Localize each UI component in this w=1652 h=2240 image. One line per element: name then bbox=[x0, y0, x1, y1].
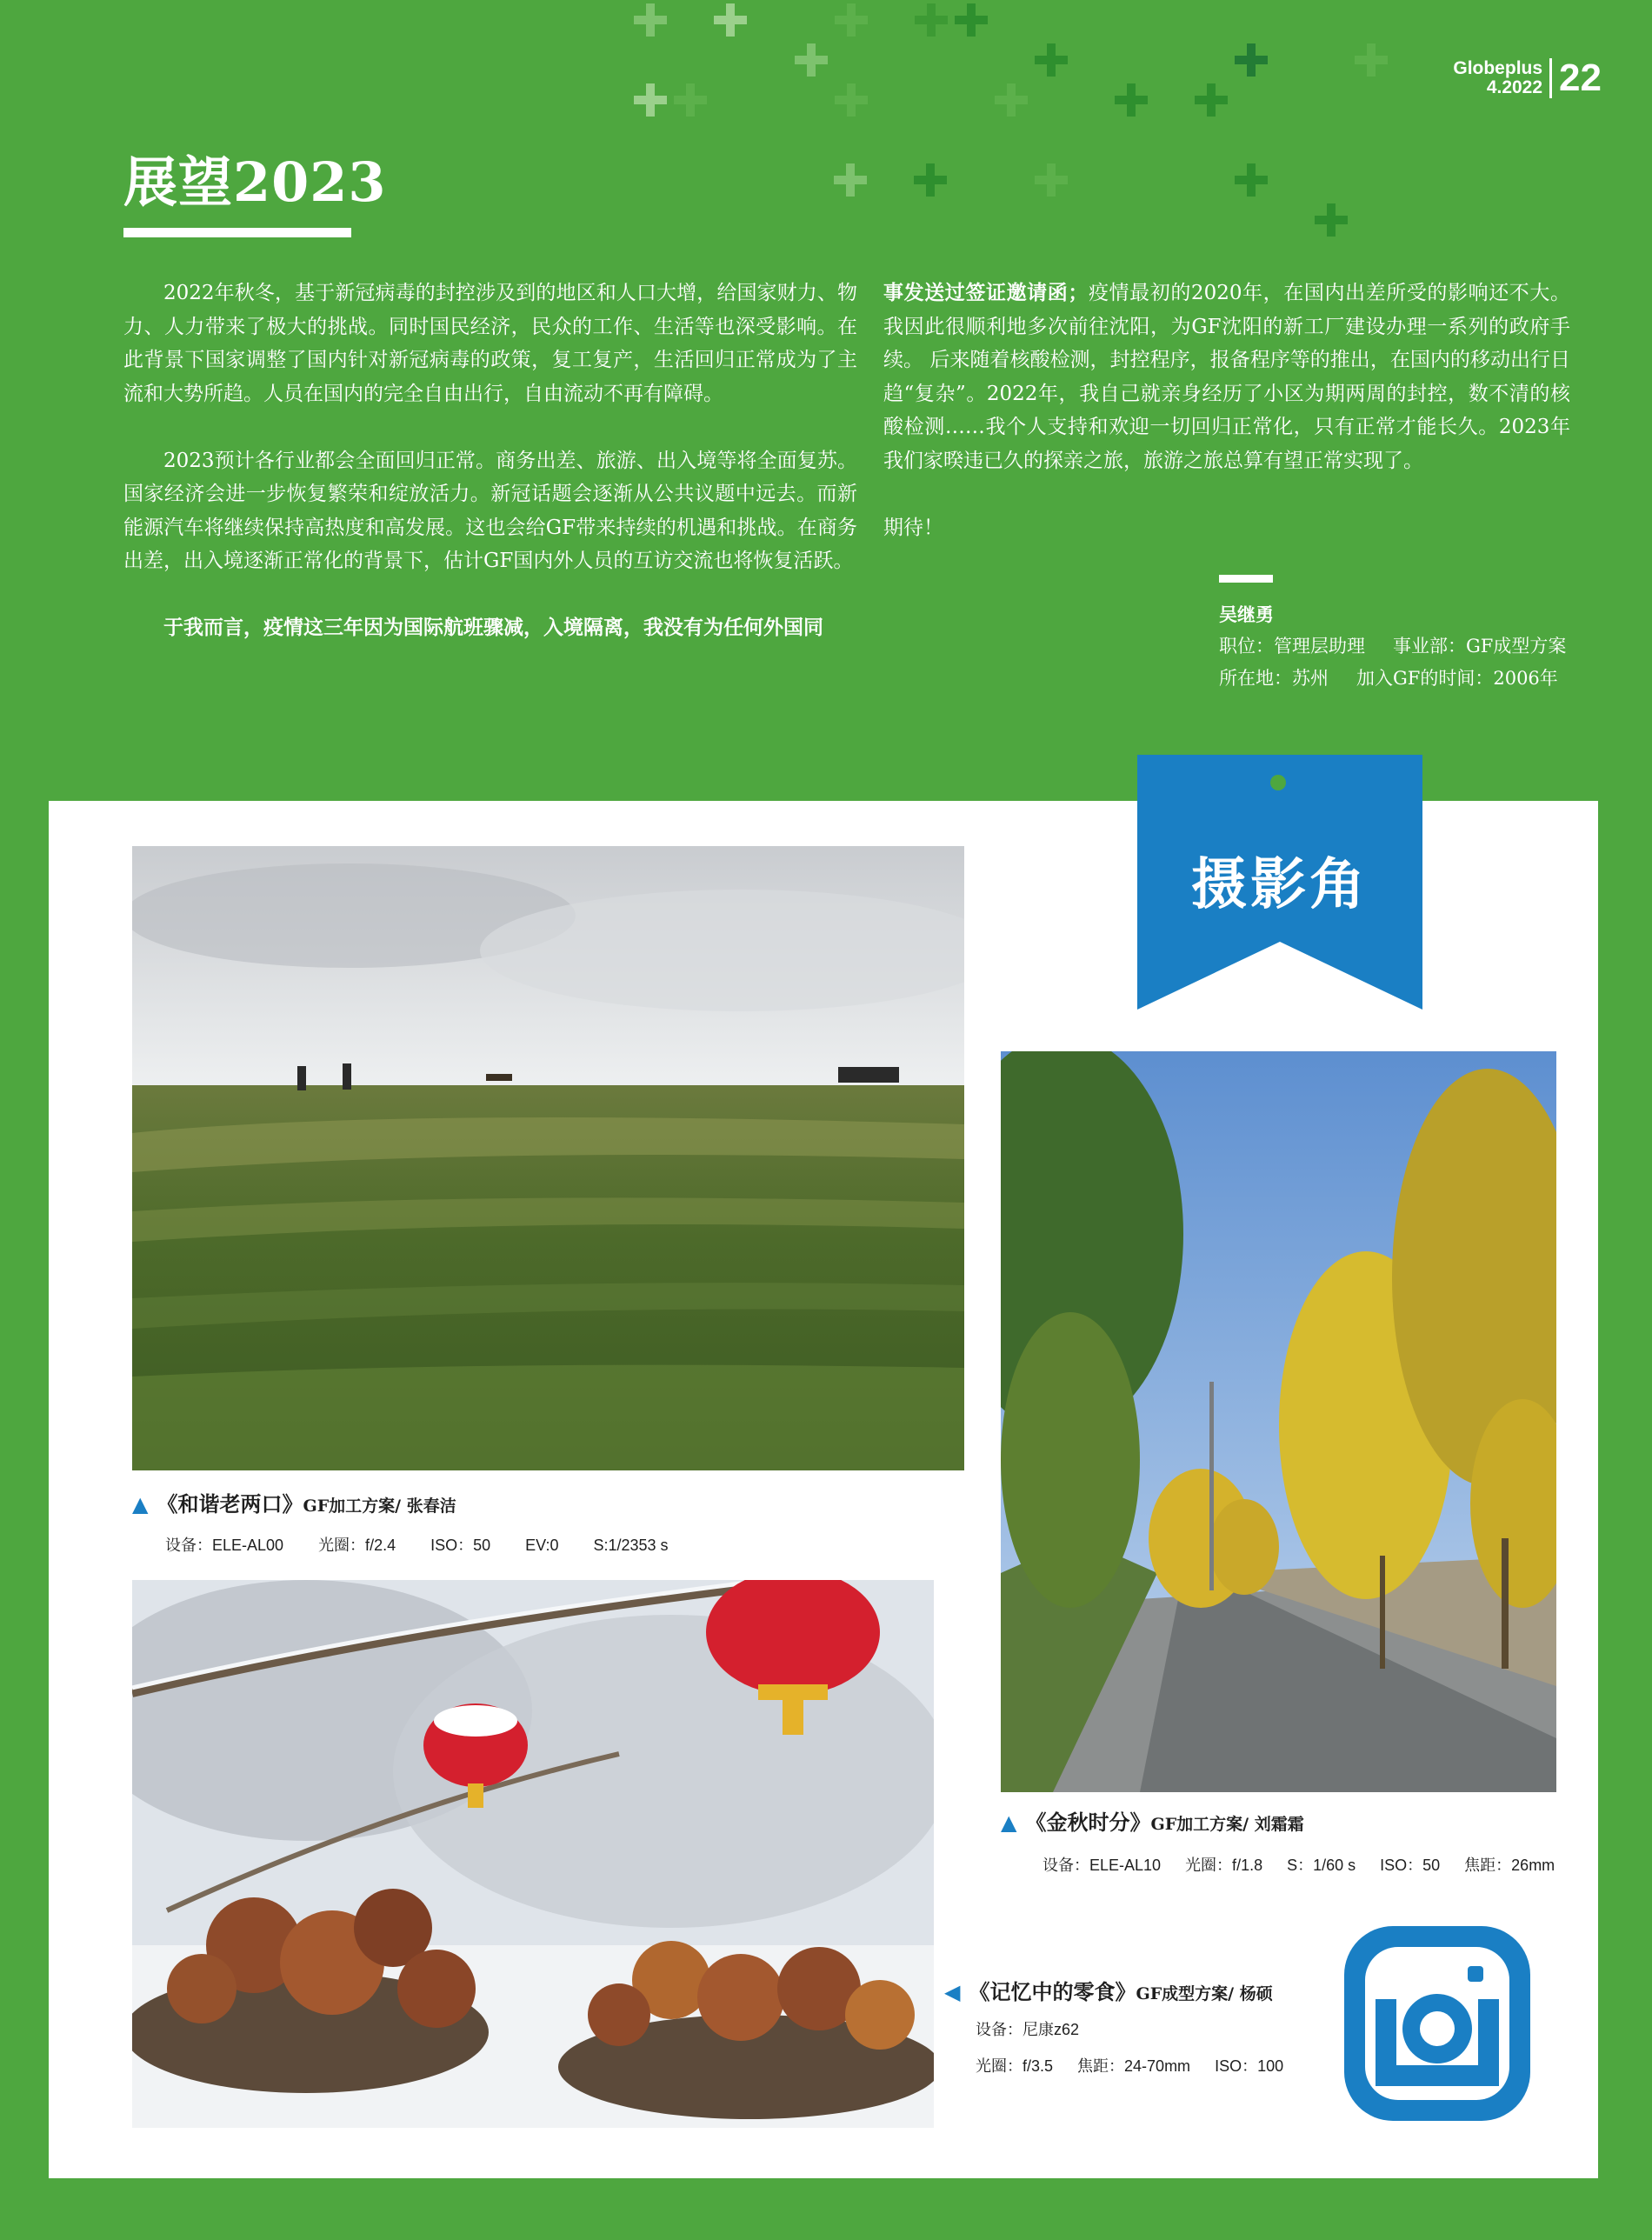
plus-icon bbox=[995, 83, 1028, 117]
paragraph: 2022年秋冬，基于新冠病毒的封控涉及到的地区和人口大增，给国家财力、物力、人力带来了极大的挑战。同时国民经济，民众的工作、生活等也深受影响。在此背景下国家调整了国内针对新冠病毒的政策，复工复产，生活回归正常成为了主流和大势所趋。人员在国内的完全自由出行，自由流动不再有障碍。 bbox=[123, 282, 857, 405]
article-right-column bbox=[883, 277, 1570, 544]
caption-title-line bbox=[944, 1975, 1318, 2005]
caption-title: 《记忆中的零食》 bbox=[969, 1979, 1136, 2004]
caption-meta bbox=[976, 2017, 1318, 2077]
photo-snow-persimmons bbox=[132, 1580, 934, 2128]
photo-caption bbox=[1001, 1805, 1555, 1876]
paragraph: 期待！ bbox=[883, 516, 943, 539]
plus-icon bbox=[914, 163, 947, 197]
caption-credit: GF加工方案/ 张春洁 bbox=[303, 1497, 456, 1516]
plus-icon bbox=[955, 3, 988, 37]
caption-title-line bbox=[1001, 1805, 1555, 1836]
meta-device: 设备：ELE-AL10 bbox=[1042, 1857, 1162, 1874]
photo-field-couple bbox=[132, 846, 964, 1470]
caption-title: 《金秋时分》 bbox=[1025, 1810, 1151, 1835]
triangle-marker-icon: ▲ bbox=[132, 1491, 149, 1517]
plus-icon bbox=[634, 83, 667, 117]
plus-icon bbox=[835, 3, 868, 37]
paragraph-lead: 事发送过签证邀请函； bbox=[883, 281, 1089, 304]
title-underline bbox=[123, 228, 351, 237]
meta-aperture: 光圈：f/3.5 bbox=[976, 2057, 1054, 2075]
article-left-column bbox=[123, 277, 857, 645]
plus-icon bbox=[915, 3, 948, 37]
caption-title-line bbox=[132, 1487, 703, 1517]
author-location: 所在地：苏州 bbox=[1219, 668, 1329, 689]
plus-icon bbox=[714, 3, 747, 37]
plus-icon bbox=[1195, 83, 1228, 117]
caption-credit: GF成型方案/ 杨硕 bbox=[1136, 1984, 1273, 2003]
meta-iso: ISO：100 bbox=[1215, 2057, 1284, 2075]
paragraph bbox=[883, 277, 1570, 477]
meta-focal: 焦距：26mm bbox=[1464, 1857, 1555, 1874]
plus-icon bbox=[1315, 203, 1348, 237]
plus-icon bbox=[1235, 163, 1268, 197]
page-number: 22 bbox=[1559, 57, 1602, 99]
caption-meta bbox=[165, 1533, 703, 1556]
brand-name: Globeplus bbox=[1453, 58, 1543, 78]
masthead-divider bbox=[1549, 58, 1552, 98]
triangle-marker-icon: ▲ bbox=[1001, 1810, 1017, 1835]
author-block bbox=[1219, 598, 1566, 695]
meta-iso: ISO：50 bbox=[430, 1537, 491, 1554]
author-name: 吴继勇 bbox=[1219, 603, 1274, 625]
plus-icon bbox=[795, 43, 828, 77]
paragraph: 2023预计各行业都会全面回归正常。商务出差、旅游、出入境等将全面复苏。国家经济会进一步恢复繁荣和绽放活力。新冠话题会逐渐从公共议题中远去。而新能源汽车将继续保持高热度和高发展。这也会给GF带来持续的机遇和挑战。在商务出差，出入境逐渐正常化的背景下，估计GF国内外人员的互访交流也将恢复活跃。 bbox=[123, 449, 857, 572]
plus-icon bbox=[835, 83, 868, 117]
ribbon-dot bbox=[1270, 775, 1286, 790]
meta-shutter: S：1/60 s bbox=[1287, 1857, 1356, 1874]
plus-icon bbox=[1115, 83, 1148, 117]
paragraph-body: 疫情最初的2020年，在国内出差所受的影响还不大。我因此很顺利地多次前往沈阳，为GF沈阳的新工厂建设办理一系列的政府手续。 后来随着核酸检测，封控程序，报备程序等的推出，在国内的移动出行日趋“复杂”。2022年，我自己就亲身经历了小区为期两周的封控，数不清的核酸检测……我个人支持和欢迎一切回归正常化，只有正常才能长久。2023年我们家暌违已久的探亲之旅，旅游之旅总算有望正常实现了。 bbox=[883, 282, 1570, 472]
meta-aperture: 光圈：f/2.4 bbox=[318, 1537, 396, 1554]
issue-number: 4.2022 bbox=[1486, 77, 1543, 97]
meta-device: 设备：尼康z62 bbox=[976, 2021, 1080, 2038]
plus-icon bbox=[634, 3, 667, 37]
section-label: 摄影角 bbox=[1191, 852, 1369, 917]
caption-meta bbox=[1042, 1853, 1555, 1876]
caption-title: 《和谐老两口》 bbox=[157, 1491, 303, 1517]
plus-icon bbox=[834, 163, 867, 197]
author-line bbox=[1219, 663, 1566, 695]
plus-icon bbox=[674, 83, 707, 117]
triangle-marker-icon: ◀ bbox=[944, 1979, 961, 2004]
meta-device: 设备：ELE-AL00 bbox=[165, 1537, 284, 1554]
meta-aperture: 光圈：f/1.8 bbox=[1185, 1857, 1263, 1874]
author-division: 事业部：GF成型方案 bbox=[1393, 636, 1567, 657]
masthead bbox=[1453, 57, 1602, 99]
meta-shutter: S:1/2353 s bbox=[593, 1537, 669, 1554]
author-join-year: 加入GF的时间：2006年 bbox=[1356, 668, 1558, 689]
plus-icon bbox=[1035, 43, 1068, 77]
paragraph-bold: 于我而言，疫情这三年因为国际航班骤减，入境隔离，我没有为任何外国同 bbox=[163, 616, 823, 639]
author-divider bbox=[1219, 575, 1273, 583]
meta-ev: EV:0 bbox=[525, 1537, 559, 1554]
photo-ginkgo-road bbox=[1001, 1051, 1556, 1792]
author-position: 职位：管理层助理 bbox=[1219, 636, 1365, 657]
meta-iso: ISO：50 bbox=[1380, 1857, 1441, 1874]
plus-icon bbox=[1235, 43, 1268, 77]
photo-caption bbox=[944, 1975, 1318, 2077]
caption-credit: GF加工方案/ 刘霜霜 bbox=[1150, 1815, 1304, 1834]
author-line bbox=[1219, 630, 1566, 663]
photo-caption bbox=[132, 1487, 703, 1556]
article-title: 展望2023 bbox=[123, 150, 387, 214]
camera-icon bbox=[1339, 1921, 1535, 2126]
plus-icon bbox=[1355, 43, 1388, 77]
meta-focal: 焦距：24-70mm bbox=[1077, 2057, 1191, 2075]
plus-icon bbox=[1035, 163, 1068, 197]
